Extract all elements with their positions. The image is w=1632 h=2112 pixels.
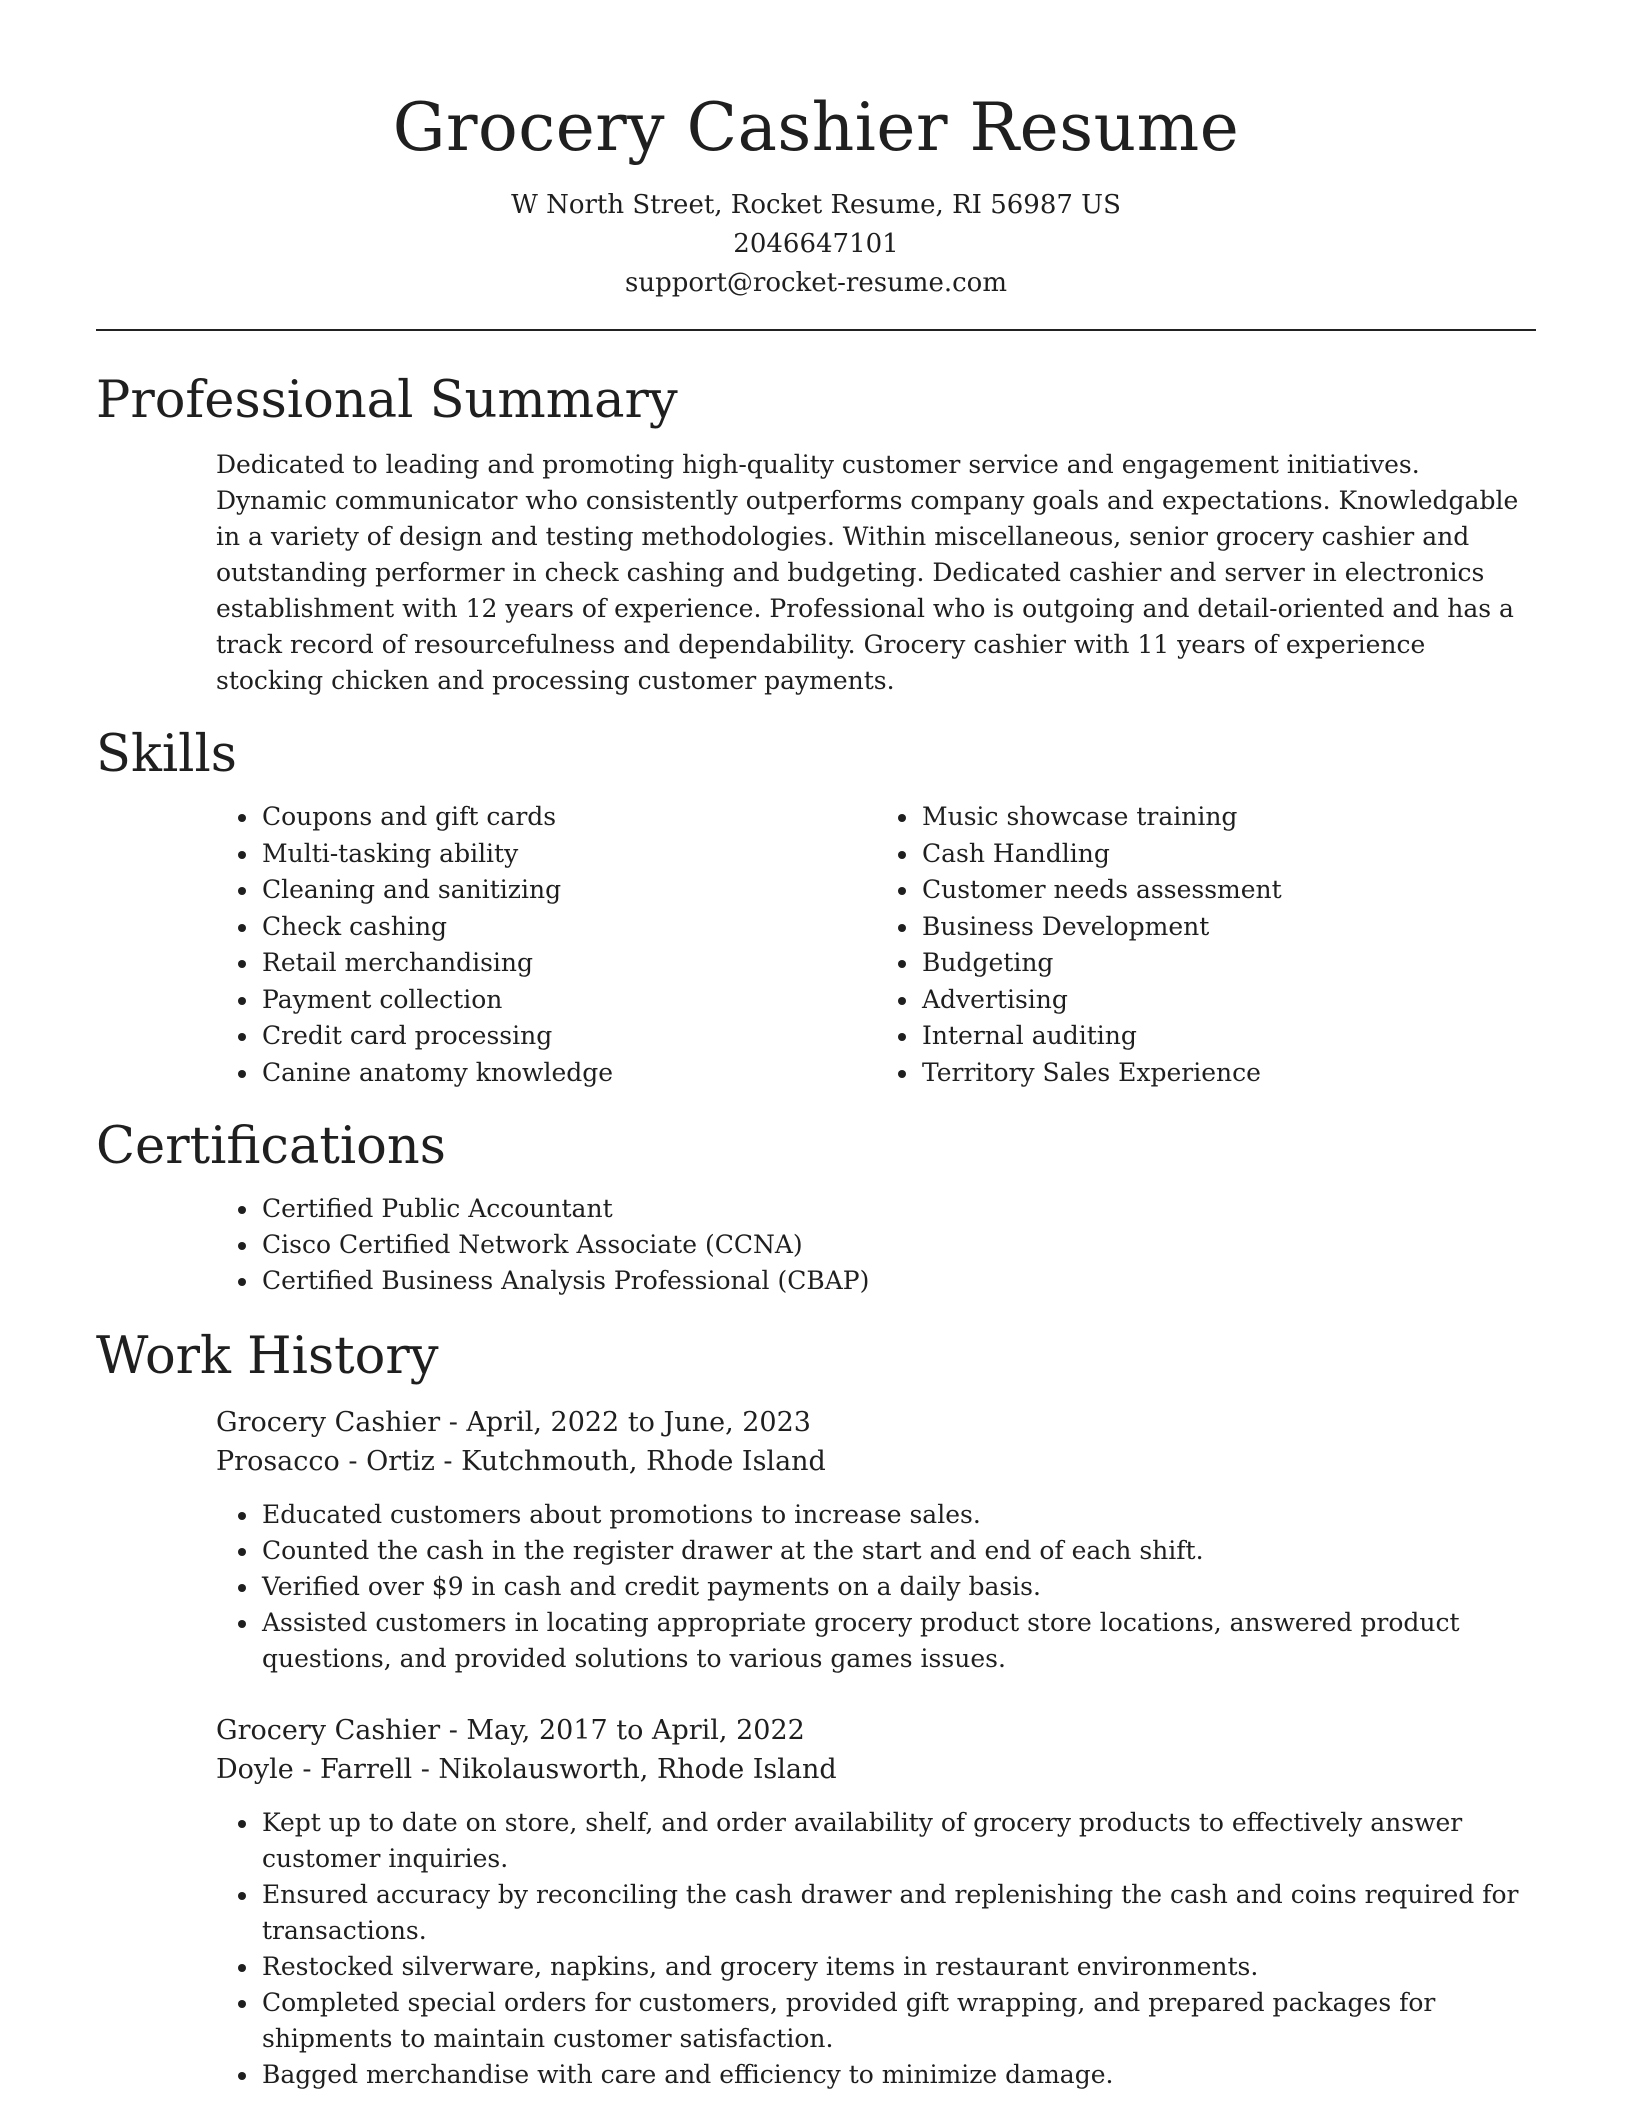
job-duty: • Verified over $9 in cash and credit payments on a daily basis. bbox=[260, 1569, 1536, 1605]
job-duties-list bbox=[216, 1805, 1536, 2093]
job-duty: • Counted the cash in the register drawer at the start and end of each shift. bbox=[260, 1533, 1536, 1569]
skill-item: • Territory Sales Experience bbox=[920, 1055, 1536, 1092]
job-company: Doyle - Farrell bbox=[216, 1754, 413, 1785]
skill-item: • Budgeting bbox=[920, 945, 1536, 982]
summary-section bbox=[96, 365, 1536, 699]
skill-item: • Multi-tasking ability bbox=[260, 836, 876, 873]
skills-heading: Skills bbox=[96, 725, 237, 784]
job-duty: • Ensured accuracy by reconciling the cash drawer and replenishing the cash and coins required for transactions. bbox=[260, 1877, 1536, 1949]
certifications-section bbox=[96, 1111, 1536, 1299]
certification-item: • Certified Public Accountant bbox=[260, 1191, 1536, 1227]
job-location: - Nikolausworth, Rhode Island bbox=[412, 1754, 837, 1785]
skills-right-column bbox=[876, 799, 1536, 1091]
skill-item: • Music showcase training bbox=[920, 799, 1536, 836]
work-history-heading: Work History bbox=[96, 1327, 439, 1386]
job-company-line bbox=[216, 1750, 1536, 1789]
job-dates: - May, 2017 to April, 2022 bbox=[440, 1715, 805, 1746]
job-duties-list bbox=[216, 1497, 1536, 1677]
skill-item: • Check cashing bbox=[260, 909, 876, 946]
work-history-section bbox=[96, 1321, 1536, 2093]
contact-phone: 2046647101 bbox=[733, 229, 899, 259]
skill-item: • Canine anatomy knowledge bbox=[260, 1055, 876, 1092]
skill-item: • Advertising bbox=[920, 982, 1536, 1019]
job-duty: • Educated customers about promotions to increase sales. bbox=[260, 1497, 1536, 1533]
skill-item: • Customer needs assessment bbox=[920, 872, 1536, 909]
summary-text: Dedicated to leading and promoting high-quality customer service and engagement initiatives. Dynamic communicator who consistently outperforms company goals and expectations. Knowledgable in a variety of design and testing methodologies. Within miscellaneous, senior grocery cashier and outstanding performer in check cashing and budgeting. Dedicated cashier and server in electronics establishment with 12 years of experience. Professional who is outgoing and detail-oriented and has a track record of resourcefulness and dependability. Grocery cashier with 11 years of experience stocking chicken and processing customer payments. bbox=[216, 450, 1519, 695]
skill-item: • Credit card processing bbox=[260, 1018, 876, 1055]
certification-item: • Certified Business Analysis Professional (CBAP) bbox=[260, 1263, 1536, 1299]
job-duty: • Kept up to date on store, shelf, and order availability of grocery products to effectively answer customer inquiries. bbox=[260, 1805, 1536, 1877]
job-title: Grocery Cashier bbox=[216, 1715, 441, 1746]
skill-item: • Internal auditing bbox=[920, 1018, 1536, 1055]
skill-item: • Retail merchandising bbox=[260, 945, 876, 982]
job-title-line bbox=[216, 1403, 1536, 1442]
certification-item: • Cisco Certified Network Associate (CCNA) bbox=[260, 1227, 1536, 1263]
job-entry bbox=[216, 1403, 1536, 1677]
resume-title: Grocery Cashier Resume bbox=[392, 89, 1240, 166]
skills-grid bbox=[216, 799, 1536, 1091]
job-duty: • Assisted customers in locating appropriate grocery product store locations, answered product questions, and provided solutions to various games issues. bbox=[260, 1605, 1536, 1677]
job-company-line bbox=[216, 1442, 1536, 1481]
skill-item: • Payment collection bbox=[260, 982, 876, 1019]
job-title: Grocery Cashier bbox=[216, 1407, 441, 1438]
job-title-line bbox=[216, 1711, 1536, 1750]
job-dates: - April, 2022 to June, 2023 bbox=[440, 1407, 811, 1438]
job-location: - Kutchmouth, Rhode Island bbox=[434, 1446, 826, 1477]
job-duty: • Bagged merchandise with care and efficiency to minimize damage. bbox=[260, 2057, 1536, 2093]
certifications-list bbox=[216, 1191, 1536, 1299]
skill-item: • Coupons and gift cards bbox=[260, 799, 876, 836]
skills-section bbox=[96, 719, 1536, 1091]
job-entry bbox=[216, 1711, 1536, 2093]
job-company: Prosacco - Ortiz bbox=[216, 1446, 435, 1477]
skill-item: • Business Development bbox=[920, 909, 1536, 946]
summary-heading: Professional Summary bbox=[96, 371, 678, 430]
resume-header bbox=[96, 0, 1536, 303]
contact-email: support@rocket-resume.com bbox=[624, 268, 1007, 298]
job-duty: • Completed special orders for customers, provided gift wrapping, and prepared packages for shipments to maintain customer satisfaction. bbox=[260, 1985, 1536, 2057]
skill-item: • Cash Handling bbox=[920, 836, 1536, 873]
certifications-heading: Certifications bbox=[96, 1117, 446, 1176]
skills-left-column bbox=[216, 799, 876, 1091]
contact-block bbox=[96, 186, 1536, 303]
job-duty: • Restocked silverware, napkins, and grocery items in restaurant environments. bbox=[260, 1949, 1536, 1985]
header-divider bbox=[96, 329, 1536, 331]
contact-address: W North Street, Rocket Resume, RI 56987 US bbox=[511, 190, 1121, 220]
skill-item: • Cleaning and sanitizing bbox=[260, 872, 876, 909]
